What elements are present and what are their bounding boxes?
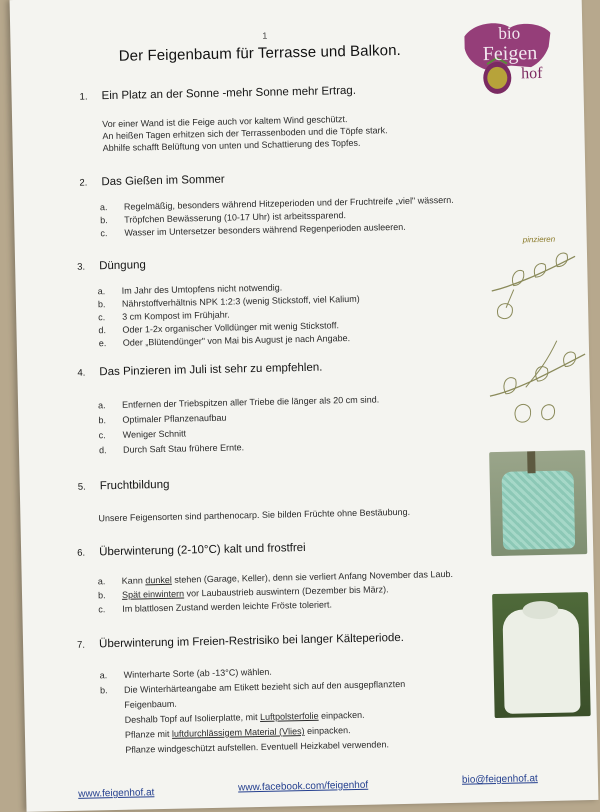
list-item: c. Wasser im Untersetzer besonders während Regenperioden ausleeren. xyxy=(100,221,406,239)
paragraph-line: Abhilfe schafft Belüftung von unten und Schattierung des Topfes. xyxy=(102,137,361,154)
list-item: b. Spät einwintern vor Laubaustrieb auswintern (Dezember bis März). xyxy=(97,584,389,601)
list-item: d. Oder 1-2x organischer Volldünger mit wenig Stickstoff. xyxy=(98,320,340,336)
section-title: Das Pinzieren im Juli ist sehr zu empfehlen. xyxy=(99,361,323,379)
section-1-heading xyxy=(79,85,356,103)
section-title: Überwinterung im Freien-Restrisiko bei langer Kälteperiode. xyxy=(98,631,405,651)
sketch-label: pinzieren xyxy=(522,234,556,245)
section-3-heading xyxy=(77,259,146,272)
wrapped-pot-photo xyxy=(489,450,587,556)
section-title: Fruchtbildung xyxy=(99,478,170,493)
section-2-list xyxy=(100,195,455,241)
section-number: 3. xyxy=(77,261,86,273)
page-title: Der Feigenbaum für Terrasse und Balkon. xyxy=(118,41,401,65)
section-2-heading xyxy=(79,174,225,189)
section-4-heading xyxy=(77,362,322,379)
page-number: 1 xyxy=(262,30,268,41)
list-item-continuation: Deshalb Topf auf Isolierplatte, mit Luftpolsterfolie einpacken. xyxy=(124,709,365,725)
section-title: Überwinterung (2-10°C) kalt und frostfrei xyxy=(99,541,306,559)
list-item: e. Oder „Blütendünger" von Mai bis August je nach Angabe. xyxy=(98,333,351,349)
bio-feigenhof-logo xyxy=(450,17,562,97)
list-item: c. 3 cm Kompost im Frühjahr. xyxy=(98,309,230,323)
list-item: b. Optimaler Pflanzenaufbau xyxy=(98,412,227,426)
section-number: 2. xyxy=(79,177,88,189)
section-title: Düngung xyxy=(99,259,146,273)
section-7-list xyxy=(100,664,407,760)
list-item: a. Entfernen der Triebspitzen aller Triebe die länger als 20 cm sind. xyxy=(97,394,380,411)
section-1-text xyxy=(102,112,388,154)
list-item: b. Tröpfchen Bewässerung (10-17 Uhr) ist arbeitssparend. xyxy=(100,210,347,226)
logo-text-hof: hof xyxy=(521,64,543,83)
footer-website-link[interactable]: www.feigenhof.at xyxy=(78,787,155,800)
section-6-list xyxy=(98,569,454,618)
section-5-text: Unsere Feigensorten sind parthenocarp. Sie bilden Früchte ohne Bestäubung. xyxy=(98,506,411,524)
fleece-covered-plant-photo xyxy=(492,592,591,718)
section-3-list xyxy=(98,281,361,351)
section-5-heading xyxy=(78,479,170,493)
list-item-continuation: Pflanze windgeschützt aufstellen. Eventuell Heizkabel verwenden. xyxy=(125,739,389,755)
paragraph-line: An heißen Tagen erhitzen sich der Terrassenboden und die Töpfe stark. xyxy=(102,125,388,142)
document-page xyxy=(10,0,599,812)
list-item: d. Durch Saft Stau frühere Ernte. xyxy=(98,442,245,456)
list-item: c. Weniger Schnitt xyxy=(98,428,187,441)
section-number: 4. xyxy=(77,367,86,379)
list-item: b. Nährstoffverhältnis NPK 1:2:3 (wenig Stickstoff, viel Kalium) xyxy=(97,293,360,310)
paragraph-line: Vor einer Wand ist die Feige auch vor kaltem Wind geschützt. xyxy=(102,114,348,130)
list-item: c. Im blattlosen Zustand werden leichte Fröste toleriert. xyxy=(98,599,333,615)
section-title: Das Gießen im Sommer xyxy=(101,173,225,189)
list-item: a. Regelmäßig, besonders während Hitzeperioden und der Fruchtreife „viel" wässern. xyxy=(99,194,454,213)
list-item: a. Winterharte Sorte (ab -13°C) wählen. xyxy=(99,666,272,681)
list-item: a. Kann dunkel stehen (Garage, Keller), denn sie verliert Anfang November das Laub. xyxy=(97,568,454,587)
footer-email-link[interactable]: bio@feigenhof.at xyxy=(461,773,538,786)
list-item: b. Die Winterhärteangabe am Etikett bezieht sich auf den ausgepflanzten xyxy=(99,678,406,696)
section-number: 1. xyxy=(79,91,88,103)
list-item-continuation: Feigenbaum. xyxy=(124,698,177,710)
logo-text-feigen: Feigen xyxy=(482,42,538,66)
list-item-continuation: Pflanze mit luftdurchlässigem Material (Vlies) einpacken. xyxy=(124,725,351,740)
section-6-heading xyxy=(77,542,306,559)
section-4-list xyxy=(98,394,380,460)
logo-text-bio: bio xyxy=(498,23,521,43)
fig-pinching-sketch-icon xyxy=(485,334,591,436)
section-number: 7. xyxy=(76,639,86,651)
section-7-heading xyxy=(77,632,404,651)
section-number: 5. xyxy=(77,481,86,493)
footer-facebook-link[interactable]: www.facebook.com/feigenhof xyxy=(237,779,369,794)
section-title: Ein Platz an der Sonne -mehr Sonne mehr Ertrag. xyxy=(101,84,357,103)
section-number: 6. xyxy=(77,547,86,559)
fig-branch-sketch-icon xyxy=(483,244,585,336)
list-item: a. Im Jahr des Umtopfens nicht notwendig. xyxy=(97,282,283,297)
